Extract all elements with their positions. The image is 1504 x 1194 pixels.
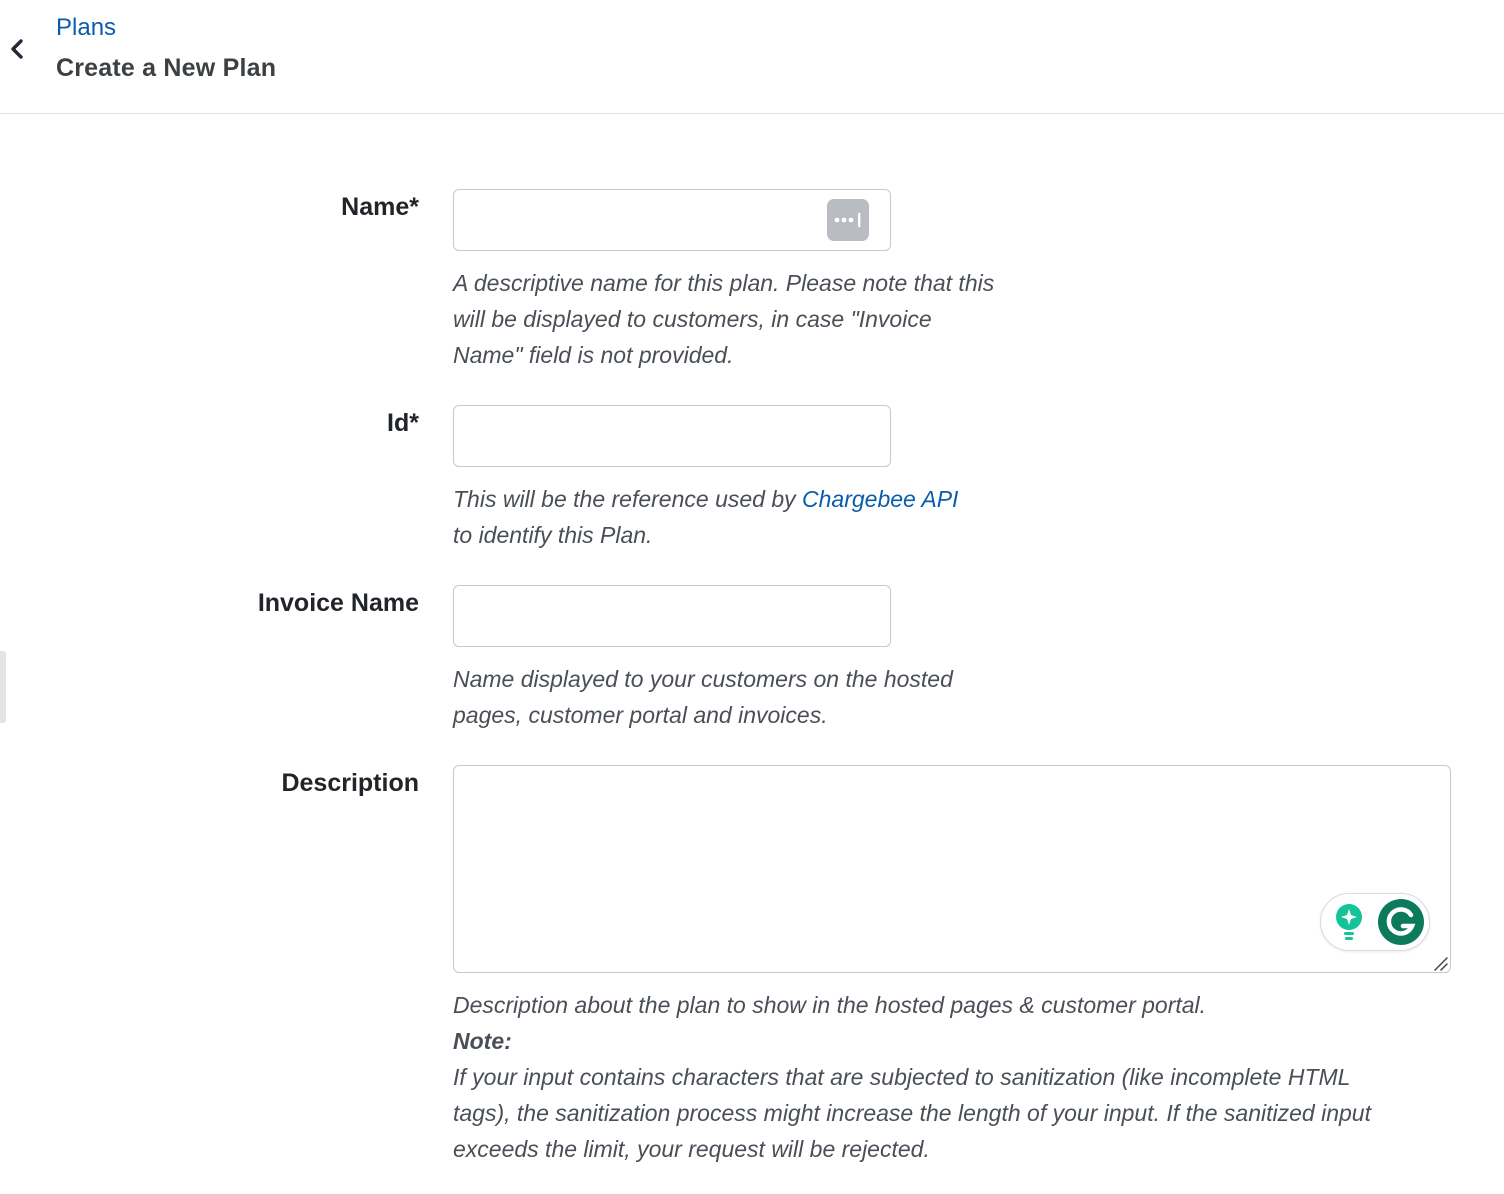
invoice-name-label: Invoice Name: [257, 589, 419, 617]
invoice-name-help-text: Name displayed to your customers on the hosted pages, customer portal and invoices.: [453, 666, 953, 728]
dots-cursor-icon: [831, 213, 865, 227]
breadcrumb-plans[interactable]: Plans: [56, 14, 117, 41]
grammarly-logo-icon[interactable]: [1377, 898, 1425, 946]
grammarly-widget[interactable]: [1320, 893, 1430, 951]
name-label: Name*: [341, 193, 419, 221]
page-header: [0, 0, 1504, 114]
chargebee-api-link[interactable]: Chargebee API: [802, 486, 959, 512]
id-input[interactable]: [453, 405, 891, 467]
note-label: Note:: [453, 1028, 512, 1054]
textarea-resize-grip-icon[interactable]: [1432, 955, 1448, 971]
description-help-text: [453, 987, 1453, 1167]
invoice-name-input[interactable]: [453, 585, 891, 647]
lightbulb-icon[interactable]: [1333, 902, 1365, 942]
name-help-text: A descriptive name for this plan. Please note that this will be displayed to customers, in case "Invoice Name" field is not provided.: [453, 270, 995, 368]
note-text: If your input contains characters that are subjected to sanitization (like incomplete HTML tags), the sanitization process might increase the length of your input. If the sanitized input exceeds the limit, your request will be rejected.: [453, 1064, 1371, 1162]
id-help-suffix: to identify this Plan.: [453, 522, 653, 548]
name-input[interactable]: [453, 189, 891, 251]
description-label: Description: [281, 769, 419, 797]
page-title: Create a New Plan: [56, 54, 277, 82]
chevron-left-icon: [10, 38, 24, 60]
id-label: Id*: [387, 409, 419, 437]
id-help-text: [453, 481, 983, 553]
side-resize-handle[interactable]: [0, 651, 6, 723]
password-manager-icon[interactable]: [827, 199, 869, 241]
back-button[interactable]: [6, 36, 28, 62]
id-help-prefix: This will be the reference used by: [453, 486, 803, 512]
description-textarea[interactable]: [453, 765, 1451, 973]
description-help: Description about the plan to show in the hosted pages & customer portal.: [453, 992, 1207, 1018]
